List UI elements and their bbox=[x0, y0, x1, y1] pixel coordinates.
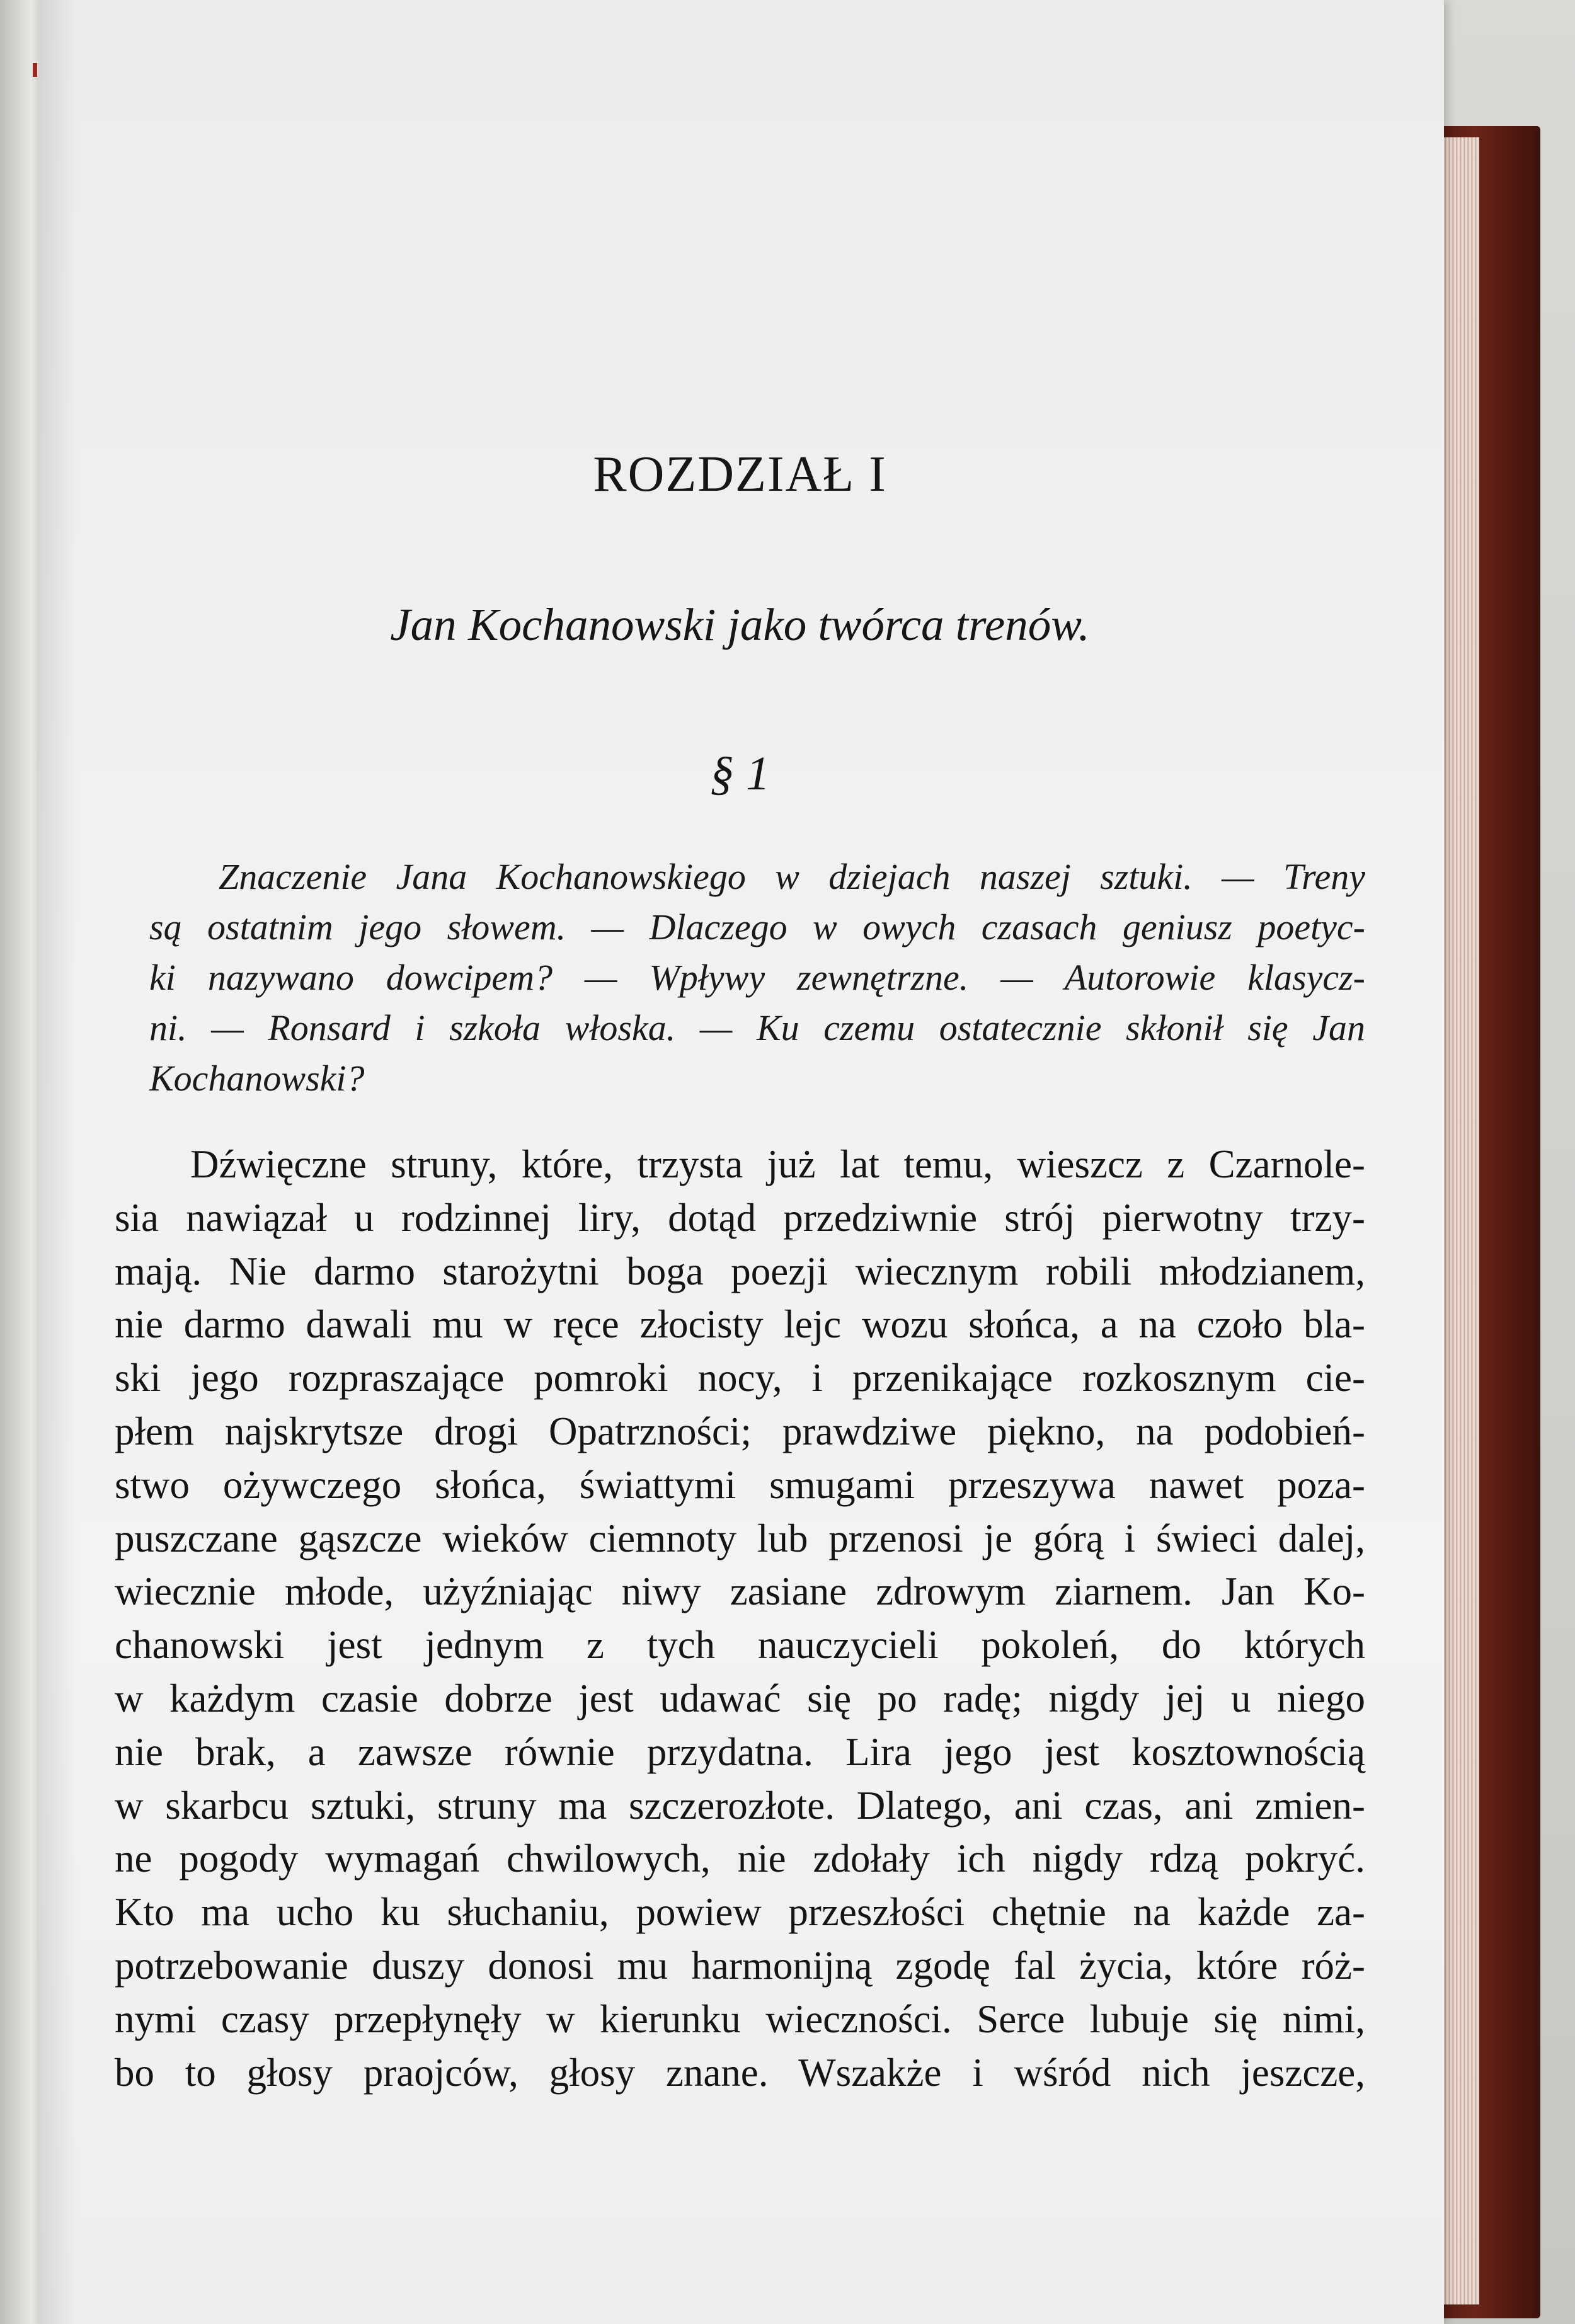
chapter-title: Jan Kochanowski jako twórca trenów. bbox=[390, 599, 1090, 650]
summary-line: ki nazywano dowcipem? — Wpływy zewnętrzne. — Autorowie klasycz- bbox=[149, 957, 1365, 998]
body-line: Kto ma ucho ku słuchaniu, powiew przeszłości chętnie na każde za- bbox=[115, 1890, 1365, 1935]
summary-line: Kochanowski? bbox=[149, 1058, 365, 1099]
previous-page-edge bbox=[0, 0, 44, 2324]
body-line: sia nawiązał u rodzinnej liry, dotąd przedziwnie strój pierwotny trzy- bbox=[115, 1195, 1365, 1240]
body-line: potrzebowanie duszy donosi mu harmonijną zgodę fal życia, które róż- bbox=[115, 1943, 1365, 1988]
summary-line: są ostatnim jego słowem. — Dlaczego w owych czasach geniusz poetyc- bbox=[149, 907, 1365, 947]
body-line: puszczane gąszcze wieków ciemnoty lub przenosi je górą i świeci dalej, bbox=[115, 1516, 1365, 1560]
book-page bbox=[39, 0, 1444, 2324]
body-line: płem najskrytsze drogi Opatrzności; prawdziwe piękno, na podobień- bbox=[115, 1409, 1365, 1453]
body-line: w skarbcu sztuki, struny ma szczerozłote. Dlatego, ani czas, ani zmien- bbox=[115, 1783, 1365, 1828]
body-line: Dźwięczne struny, które, trzysta już lat temu, wieszcz z Czarnole- bbox=[190, 1142, 1365, 1186]
chapter-heading: ROZDZIAŁ I bbox=[593, 447, 887, 502]
body-line: nie darmo dawali mu w ręce złocisty lejc wozu słońca, a na czoło bla- bbox=[115, 1302, 1365, 1347]
body-line: chanowski jest jednym z tych nauczycieli pokoleń, do których bbox=[115, 1623, 1365, 1668]
chapter-summary bbox=[149, 852, 1365, 1104]
body-paragraph bbox=[115, 1138, 1365, 2099]
section-marker: § 1 bbox=[710, 747, 770, 800]
summary-line: Znaczenie Jana Kochanowskiego w dziejach naszej sztuki. — Treny bbox=[219, 856, 1365, 897]
summary-line: ni. — Ronsard i szkoła włoska. — Ku czemu ostatecznie skłonił się Jan bbox=[149, 1007, 1365, 1048]
body-line: ne pogody wymagań chwilowych, nie zdołały ich nigdy rdzą pokryć. bbox=[115, 1836, 1365, 1881]
body-line: stwo ożywczego słońca, świattymi smugami przeszywa nawet poza- bbox=[115, 1462, 1365, 1507]
body-line: bo to głosy praojców, głosy znane. Wszakże i wśród nich jeszcze, bbox=[115, 2050, 1365, 2095]
body-line: w każdym czasie dobrze jest udawać się po radę; nigdy jej u niego bbox=[115, 1676, 1365, 1720]
body-line: wiecznie młode, użyźniając niwy zasiane zdrowym ziarnem. Jan Ko- bbox=[115, 1569, 1365, 1614]
body-line: ski jego rozpraszające pomroki nocy, i przenikające rozkosznym cie- bbox=[115, 1356, 1365, 1400]
body-line: mają. Nie darmo starożytni boga poezji wiecznym robili młodzianem, bbox=[115, 1249, 1365, 1293]
page-gutter-shadow bbox=[39, 0, 77, 2324]
body-line: nie brak, a zawsze równie przydatna. Lira jego jest kosztownością bbox=[115, 1729, 1365, 1774]
body-line: nymi czasy przepłynęły w kierunku wieczności. Serce lubuje się nimi, bbox=[115, 1996, 1365, 2041]
